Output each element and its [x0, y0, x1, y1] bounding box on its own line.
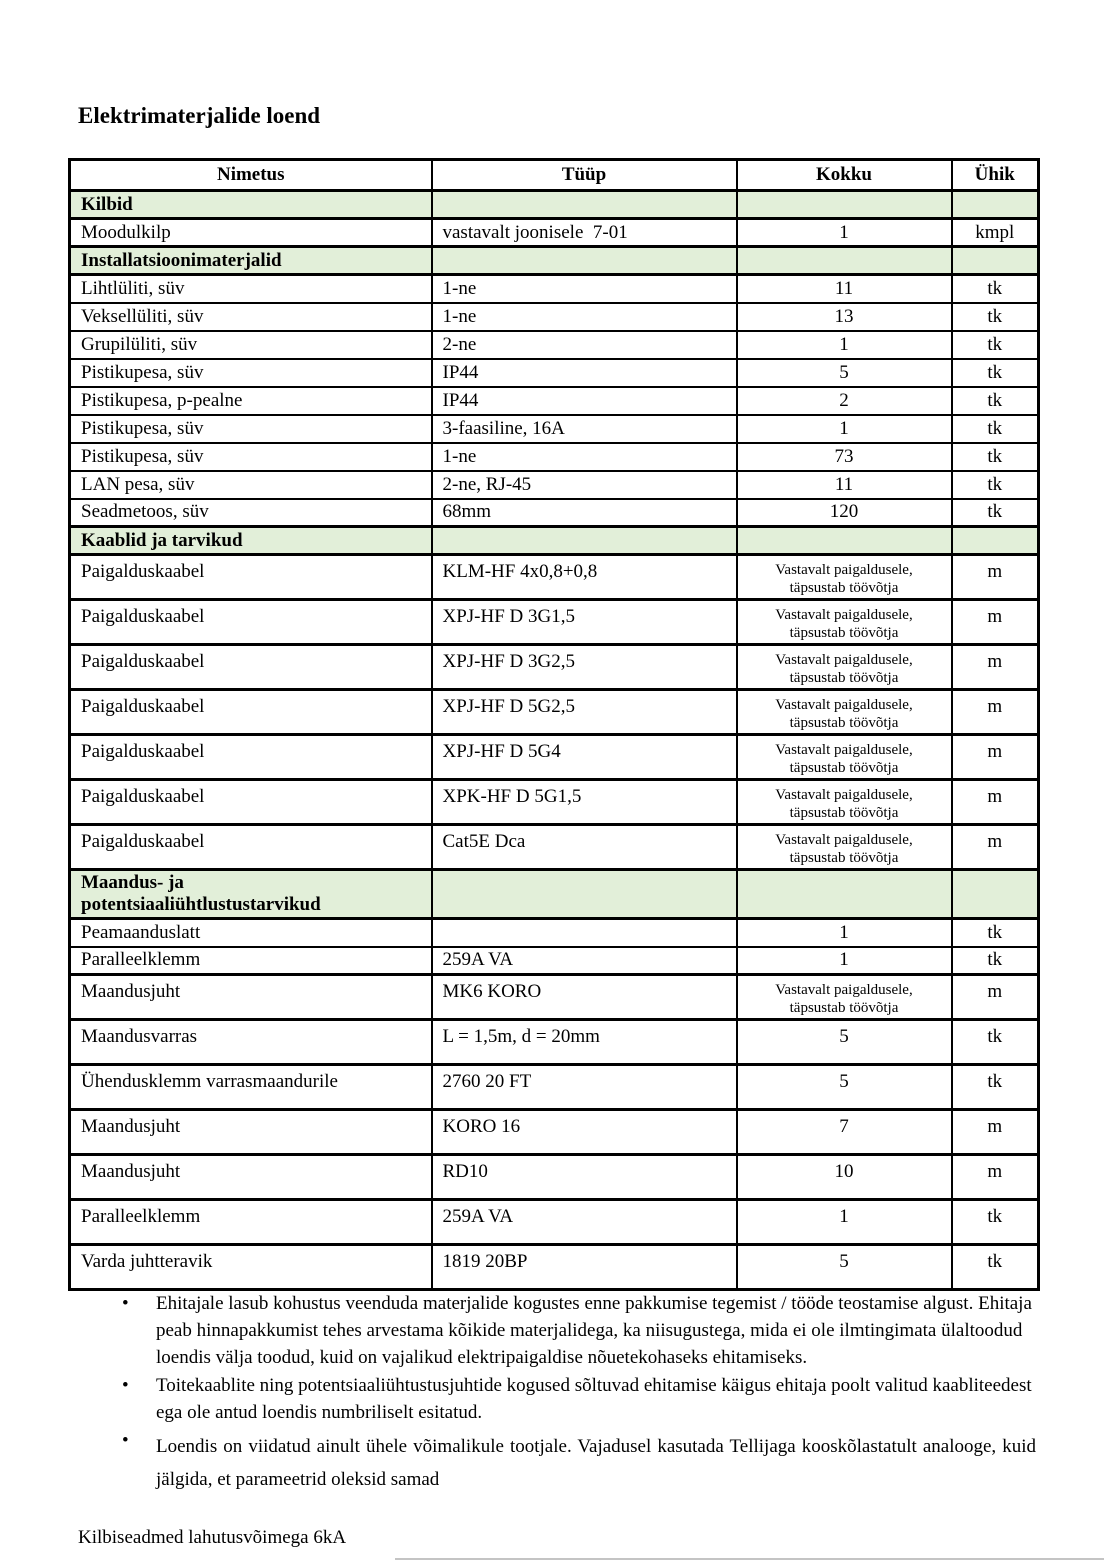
table-cell: Vastavalt paigaldusele, täpsustab töövõtja [737, 690, 952, 735]
table-cell: 1 [737, 331, 952, 359]
table-cell [432, 247, 737, 275]
table-cell: Vastavalt paigaldusele, täpsustab töövõtja [737, 780, 952, 825]
table-cell: tk [952, 387, 1039, 415]
table-cell: 1819 20BP [432, 1245, 737, 1290]
table-row [70, 919, 1039, 947]
table-row [70, 443, 1039, 471]
section-row [70, 870, 1039, 919]
table-cell: 11 [737, 471, 952, 499]
table-cell: 13 [737, 303, 952, 331]
table-cell: Vastavalt paigaldusele, täpsustab töövõtja [737, 600, 952, 645]
table-cell: tk [952, 443, 1039, 471]
table-cell: Lihtlüliti, süv [70, 275, 432, 303]
table-cell: tk [952, 947, 1039, 975]
table-cell: 68mm [432, 499, 737, 527]
table-cell: XPJ-HF D 5G2,5 [432, 690, 737, 735]
table-cell: 1 [737, 1200, 952, 1245]
table-cell: Maandusjuht [70, 1110, 432, 1155]
table-cell: 10 [737, 1155, 952, 1200]
table-cell: 259A VA [432, 1200, 737, 1245]
table-cell: tk [952, 499, 1039, 527]
table-cell: 1-ne [432, 443, 737, 471]
table-cell: tk [952, 1245, 1039, 1290]
table-cell: 1 [737, 919, 952, 947]
table-cell: m [952, 825, 1039, 870]
table-cell: XPJ-HF D 3G1,5 [432, 600, 737, 645]
table-row [70, 219, 1039, 247]
table-cell: Vastavalt paigaldusele, täpsustab töövõtja [737, 555, 952, 600]
notes-list [118, 1290, 1038, 1497]
section-row [70, 527, 1039, 555]
note-text: Toitekaablite ning potentsiaaliühtustusjuhtide kogused sõltuvad ehitamise käigus ehitaja poolt valitud kaabliteedest ega ole antud loendis numbriliselt esitatud. [156, 1375, 1032, 1423]
column-header-nimetus: Nimetus [70, 160, 432, 191]
column-header-tyyp: Tüüp [432, 160, 737, 191]
table-cell: Veksellüliti, süv [70, 303, 432, 331]
table-cell: Paigalduskaabel [70, 645, 432, 690]
table-cell: XPJ-HF D 5G4 [432, 735, 737, 780]
table-cell: Kaablid ja tarvikud [70, 527, 432, 555]
table-cell [952, 247, 1039, 275]
table-cell: m [952, 555, 1039, 600]
table-cell: tk [952, 415, 1039, 443]
table-cell: L = 1,5m, d = 20mm [432, 1020, 737, 1065]
table-cell [737, 870, 952, 919]
table-row [70, 331, 1039, 359]
table-row [70, 1065, 1039, 1110]
table-row [70, 303, 1039, 331]
table-row [70, 499, 1039, 527]
table-cell: Kilbid [70, 191, 432, 219]
document-title: Elektrimaterjalide loend [78, 103, 321, 128]
note-bullet [118, 1427, 1038, 1496]
table-cell: 5 [737, 359, 952, 387]
table-cell: Maandusvarras [70, 1020, 432, 1065]
table-cell: 2-ne [432, 331, 737, 359]
table-cell: 3-faasiline, 16A [432, 415, 737, 443]
table-row [70, 555, 1039, 600]
table-cell: m [952, 780, 1039, 825]
table-cell: tk [952, 275, 1039, 303]
table-row [70, 471, 1039, 499]
table-cell: Maandusjuht [70, 1155, 432, 1200]
table-cell: tk [952, 1065, 1039, 1110]
table-cell [432, 919, 737, 947]
table-cell: vastavalt joonisele 7-01 [432, 219, 737, 247]
table-row [70, 1155, 1039, 1200]
materials-table [68, 158, 1040, 1291]
table-cell: Paigalduskaabel [70, 780, 432, 825]
materials-table-body [70, 191, 1039, 1290]
table-row [70, 645, 1039, 690]
table-cell: Vastavalt paigaldusele, täpsustab töövõtja [737, 975, 952, 1020]
table-cell: m [952, 690, 1039, 735]
table-cell [952, 191, 1039, 219]
table-cell: tk [952, 303, 1039, 331]
table-row [70, 275, 1039, 303]
column-header-kokku: Kokku [737, 160, 952, 191]
table-cell: Cat5E Dca [432, 825, 737, 870]
table-cell: Paralleelklemm [70, 1200, 432, 1245]
table-cell: 2 [737, 387, 952, 415]
footer-note: Kilbiseadmed lahutusvõimega 6kA [78, 1527, 347, 1548]
table-cell: kmpl [952, 219, 1039, 247]
table-cell: tk [952, 1200, 1039, 1245]
table-cell: 11 [737, 275, 952, 303]
bullet-icon: • [122, 1375, 129, 1396]
table-cell: Paigalduskaabel [70, 825, 432, 870]
table-cell: Maandus- ja potentsiaaliühtlustustarvikud [70, 870, 432, 919]
table-cell: Moodulkilp [70, 219, 432, 247]
table-cell: m [952, 1155, 1039, 1200]
table-row [70, 735, 1039, 780]
table-cell: Paigalduskaabel [70, 735, 432, 780]
table-cell: tk [952, 471, 1039, 499]
column-header-yhik: Ühik [952, 160, 1039, 191]
table-row [70, 780, 1039, 825]
table-cell: Pistikupesa, süv [70, 359, 432, 387]
table-row [70, 947, 1039, 975]
table-cell: 1-ne [432, 275, 737, 303]
table-cell: 120 [737, 499, 952, 527]
table-row [70, 600, 1039, 645]
table-row [70, 1110, 1039, 1155]
table-cell: 259A VA [432, 947, 737, 975]
table-cell: Vastavalt paigaldusele, täpsustab töövõtja [737, 735, 952, 780]
table-cell: RD10 [432, 1155, 737, 1200]
table-cell: Peamaanduslatt [70, 919, 432, 947]
table-row [70, 1020, 1039, 1065]
table-cell: 5 [737, 1065, 952, 1110]
section-row [70, 191, 1039, 219]
table-cell: Vastavalt paigaldusele, täpsustab töövõtja [737, 825, 952, 870]
table-cell: Grupilüliti, süv [70, 331, 432, 359]
table-cell [737, 191, 952, 219]
table-cell: m [952, 600, 1039, 645]
table-cell: Pistikupesa, süv [70, 415, 432, 443]
table-cell: 7 [737, 1110, 952, 1155]
table-cell: Pistikupesa, süv [70, 443, 432, 471]
table-cell: 5 [737, 1020, 952, 1065]
table-cell: Maandusjuht [70, 975, 432, 1020]
bullet-icon: • [122, 1430, 129, 1451]
table-cell: Paigalduskaabel [70, 690, 432, 735]
table-cell: Vastavalt paigaldusele, täpsustab töövõtja [737, 645, 952, 690]
table-cell: 2-ne, RJ-45 [432, 471, 737, 499]
note-text: Ehitajale lasub kohustus veenduda materjalide kogustes enne pakkumise tegemist / tööde teostamise algust. Ehitaja peab hinnapakkumist tehes arvestama kõikide materjalidega, ka niisugustega, mida ei ole ilmtingimata ülaltoodud loendis välja toodud, kuid on vajalikud elektripaigaldise nõuetekohaseks ehitamiseks. [156, 1293, 1032, 1368]
table-cell: 1 [737, 415, 952, 443]
table-cell [432, 870, 737, 919]
note-bullet [118, 1290, 1038, 1371]
table-cell: 2760 20 FT [432, 1065, 737, 1110]
table-header-row [70, 160, 1039, 191]
table-row [70, 387, 1039, 415]
table-cell: Installatsioonimaterjalid [70, 247, 432, 275]
table-cell: LAN pesa, süv [70, 471, 432, 499]
table-row [70, 359, 1039, 387]
note-text: Loendis on viidatud ainult ühele võimalikule tootjale. Vajadusel kasutada Tellijaga kooskõlastatult analooge, kuid jälgida, et parameetrid oleksid samad [156, 1436, 1036, 1490]
table-cell: 1-ne [432, 303, 737, 331]
table-cell: KLM-HF 4x0,8+0,8 [432, 555, 737, 600]
table-row [70, 825, 1039, 870]
table-cell: 1 [737, 947, 952, 975]
table-cell: tk [952, 359, 1039, 387]
table-cell [737, 247, 952, 275]
table-cell: Paigalduskaabel [70, 600, 432, 645]
table-cell: Paralleelklemm [70, 947, 432, 975]
table-cell: m [952, 645, 1039, 690]
table-row [70, 1200, 1039, 1245]
table-row [70, 975, 1039, 1020]
table-cell: tk [952, 919, 1039, 947]
table-row [70, 1245, 1039, 1290]
table-cell: Ühendusklemm varrasmaandurile [70, 1065, 432, 1110]
table-cell: tk [952, 1020, 1039, 1065]
table-cell: Paigalduskaabel [70, 555, 432, 600]
table-cell: XPK-HF D 5G1,5 [432, 780, 737, 825]
table-cell: m [952, 1110, 1039, 1155]
table-cell: MK6 KORO [432, 975, 737, 1020]
note-bullet [118, 1372, 1038, 1426]
table-cell [952, 870, 1039, 919]
table-cell: 73 [737, 443, 952, 471]
table-cell: Pistikupesa, p-pealne [70, 387, 432, 415]
table-cell [737, 527, 952, 555]
table-cell: IP44 [432, 387, 737, 415]
table-cell: tk [952, 331, 1039, 359]
table-cell: Varda juhtteravik [70, 1245, 432, 1290]
table-cell: m [952, 975, 1039, 1020]
table-cell [432, 527, 737, 555]
table-row [70, 415, 1039, 443]
table-cell [432, 191, 737, 219]
table-cell: m [952, 735, 1039, 780]
table-cell: 1 [737, 219, 952, 247]
table-cell [952, 527, 1039, 555]
page-bottom-line [395, 1558, 1104, 1560]
table-row [70, 690, 1039, 735]
bullet-icon: • [122, 1293, 129, 1314]
table-cell: XPJ-HF D 3G2,5 [432, 645, 737, 690]
table-cell: KORO 16 [432, 1110, 737, 1155]
table-cell: IP44 [432, 359, 737, 387]
table-cell: 5 [737, 1245, 952, 1290]
table-cell: Seadmetoos, süv [70, 499, 432, 527]
section-row [70, 247, 1039, 275]
